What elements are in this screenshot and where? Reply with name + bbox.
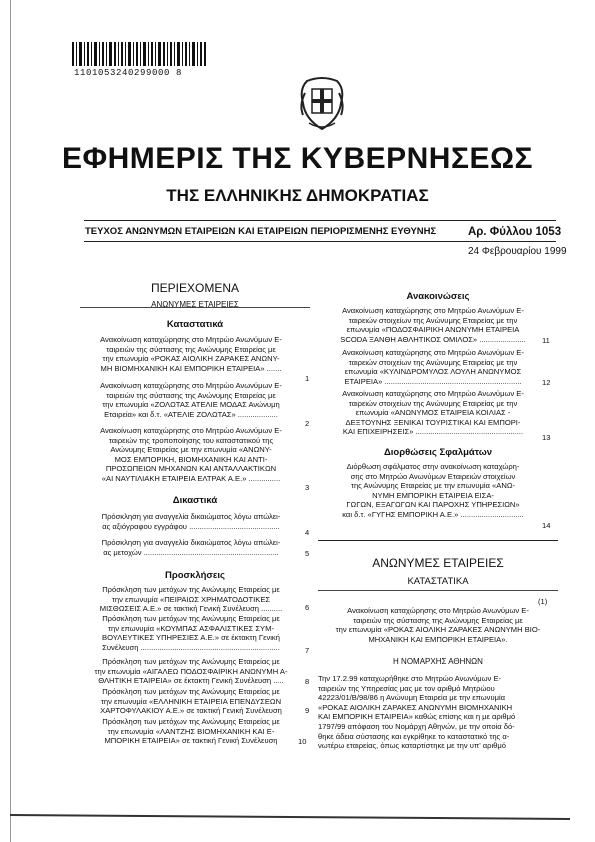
greek-emblem-icon [297,75,347,133]
toc-page-14: 14 [542,521,551,530]
toc-entry-2: Ανακοίνωση καταχώρησης στο Μητρώο Ανωνύμων Ε- ταιρειών της σύστασης της Ανώνυμης Εταιρείας με την επωνυμία «ΖΟΛΩΤΑΣ ΑΤΕΛΙΕ ΜΟΔΑΣ Ανώνυμη Εταιρεία» και δ.τ. «ΑΤΕΛΙΕ ΖΟΛΩΤΑΣ» ................... [100,381,282,419]
toc-entry-6: Πρόσκληση των μετόχων της Ανώνυμης Εταιρείας με την επωνυμία «ΠΕΙΡΑΙΩΣ ΧΡΗΜΑΤΟΔΟΤΙΚΕΣ ΜΙΣΘΩΣΕΙΣ Α.Ε.» σε τακτική Γενική Συνέλευση .......... [99,585,283,614]
toc-entry-4: Πρόσκληση για αναγγελία δικαιώματος λόγω απώλει- ας αξιόγραφου εγγράφου ........................................... [101,512,281,531]
toc-entry-5: Πρόσκληση για αναγγελία δικαιώματος λόγω απώλει- ας μετοχών ................................................................ [101,538,281,557]
issue-number: Αρ. Φύλλου 1053 [468,226,562,238]
left-entries [80,320,310,330]
section-invitations: Προσκλήσεις [164,570,225,581]
toc-entry-9: Πρόσκληση των μετόχων της Ανώνυμης Εταιρείας με την επωνυμία «ΕΛΛΗΝΙΚΗ ΕΤΑΙΡΕΙΑ ΕΠΕΝΔΥΣΕΩΝ ΧΑΡΤΟΦΥΛΑΚΙΟΥ Α.Ε.» σε τακτική Γενική Συνέλευση [100,687,282,716]
section-statutes: Καταστατικά [166,319,224,330]
toc-entry-10: Πρόσκληση των μετόχων της Ανώνυμης Εταιρείας με την επωνυμία «ΛΑΝΤΖΗΣ ΒΙΟΜΗΧΑΝΙΚΗ ΚΑΙ Ε- ΜΠΟΡΙΚΗ ΕΤΑΙΡΕΙΑ» σε τακτική Γενική Συνέλευση [102,717,280,746]
gazette-subtitle: ΤΗΣ ΕΛΛΗΝΙΚΗΣ ΔΗΜΟΚΡΑΤΙΑΣ [166,186,429,205]
contents-column-left [80,281,310,309]
toc-page-4: 4 [305,528,310,537]
contents-heading: ΠΕΡΙΕΧΟΜΕΝΑ [150,281,240,295]
toc-page-12: 12 [542,378,551,387]
barcode-number: 1101053240299000 8 [74,68,183,78]
toc-entry-1: Ανακοίνωση καταχώρησης στο Μητρώο Ανωνύμων Ε- ταιρειών της σύστασης της Ανώνυμης Εταιρείας με την επωνυμία «ΡΟΚΑΣ ΑΙΟΛΙΚΗ ΖΑΡΑΚΕΣ ΑΝΩΝΥ- ΜΗ ΒΙΟΜΗΧΑΝΙΚΗ ΚΑΙ ΕΜΠΟΡΙΚΗ ΕΤΑΙΡΕΙΑ» ....... [100,335,282,373]
toc-page-9: 9 [305,706,310,715]
toc-page-7: 7 [305,646,310,655]
toc-page-2: 2 [305,419,310,428]
toc-entry-12: Ανακοίνωση καταχώρησης στο Μητρώο Ανωνύμων Ε- ταιρειών στοιχείων της Ανώνυμης Εταιρείας με την επωνυμία «ΚΥΛΙΝΔΡΟΜΥΛΟΣ ΛΟΥΛΗ ΑΝΩΝΥΜΟΣ ΕΤΑΙΡΕΙΑ» ................................................................. [342,348,524,386]
barcode-icon [72,42,207,66]
right-divider [318,540,558,541]
section-judicial: Δικαστικά [172,495,218,506]
toc-entry-8: Πρόσκληση των μετόχων της Ανώνυμης Εταιρείας με την επωνυμία «ΑΙΓΑΛΕΩ ΠΟΔΟΣΦΑΙΡΙΚΗ ΑΝΩΝΥΜΗ Α- ΘΛΗΤΙΚΗ ΕΤΑΙΡΕΙΑ» σε έκτακτη Γενική Συνέλευση ..... [94,657,288,686]
body-prefect: Η ΝΟΜΑΡΧΗΣ ΑΘΗΝΩΝ [393,657,483,666]
scan-bottom-edge [10,814,570,820]
issue-type: ΤΕΥΧΟΣ ΑΝΩΝΥΜΩΝ ΕΤΑΙΡΕΙΩΝ ΚΑΙ ΕΤΑΙΡΕΙΩΝ ΠΕΡΙΟΡΙΣΜΕΝΗΣ ΕΥΘΥΝΗΣ [85,226,437,237]
toc-page-10: 10 [298,737,307,746]
body-subheading: ΚΑΤΑΣΤΑΤΙΚΑ [407,576,469,587]
body-text: Την 17.2.99 καταχωρήθηκε στο Μητρώο Ανωνύμων Ε- ταιρειών της Υπηρεσίας μας με τον αριθμό Μητρώου 42223/01/Β/98/86 η Ανώνυμη Εταιρεία με την επωνυμία «ΡΟΚΑΣ ΑΙΟΛΙΚΗ ΖΑΡΑΚΕΣ ΑΝΩΝΥΜΗ ΒΙΟΜΗΧΑΝΙΚΗ ΚΑΙ ΕΜΠΟΡΙΚΗ ΕΤΑΙΡΕΙΑ» καθώς επίσης και η με αριθμό 1797/99 απόφαση του Νομάρχη Αθηνών, με την οποία δό- θηκε άδεια σύστασης και εγκρίθηκε το καταστατικό της α- νωτέρω εταιρείας, όπως καταρτίστηκε με την υπ' αριθμό [318,674,516,751]
toc-page-11: 11 [542,336,550,345]
toc-page-8: 8 [305,677,310,686]
toc-page-6: 6 [305,603,310,612]
rule-bottom [84,241,556,242]
toc-entry-3: Ανακοίνωση καταχώρησης στο Μητρώο Ανωνύμων Ε- ταιρειών της τροποποίησης του καταστατικού της Ανώνυμης Εταιρείας με την επωνυμία «ΑΝΩΝΥ- ΜΟΣ ΕΜΠΟΡΙΚΗ, ΒΙΟΜΗΧΑΝΙΚΗ ΚΑΙ ΑΝΤΙ- ΠΡΟΣΩΠΕΙΩΝ ΜΗΧΑΝΩΝ ΚΑΙ ΑΝΤΑΛΛΑΚΤΙΚΩΝ «ΑΙ ΝΑΥΤΙΛΙΑΚΗ ΕΤΑΙΡΕΙΑ ΕΛΤΡΑΚ Α.Ε.» ............... [100,426,282,483]
toc-entry-11: Ανακοίνωση καταχώρησης στο Μητρώο Ανωνύμων Ε- ταιρειών στοιχείων της Ανώνυμης Εταιρείας με την επωνυμία «ΠΟΔΟΣΦΑΙΡΙΚΗ ΑΝΩΝΥΜΗ ΕΤΑΙΡΕΙΑ SCODA ΞΑΝΘΗ ΑΘΛΗΤΙΚΟΣ ΟΜΙΛΟΣ» ...................... [340,306,526,344]
contents-subheading: ΑΝΩΝΥΜΕΣ ΕΤΑΙΡΕΙΕΣ [151,299,239,309]
toc-page-1: 1 [305,374,310,383]
toc-page-3: 3 [305,483,310,492]
section-announcements: Ανακοινώσεις [406,291,470,302]
scan-edge-line [10,0,11,842]
toc-page-13: 13 [542,433,551,442]
toc-page-5: 5 [305,549,310,558]
contents-divider [80,307,310,308]
toc-entry-7: Πρόσκληση των μετόχων της Ανώνυμης Εταιρείας με την επωνυμία «ΚΟΥΜΠΑΣ ΑΣΦΑΛΙΣΤΙΚΕΣ ΣΥΜ- ΒΟΥΛΕΥΤΙΚΕΣ ΥΠΗΡΕΣΙΕΣ Α.Ε.» σε έκτακτη Γενική Συνέλευση .................................................................. [102,614,280,652]
toc-entry-13: Ανακοίνωση καταχώρησης στο Μητρώο Ανωνύμων Ε- ταιρειών στοιχείων της Ανώνυμης Εταιρείας με την επωνυμία «ΑΝΩΝΥΜΟΣ ΕΤΑΙΡΕΙΑ ΚΟΙΛΙΑΣ - ΔΕΞΤΟΥΝΗΣ ΞΕΝΙΚΑΙ ΤΟΥΡΙΣΤΙΚΑΙ ΚΑΙ ΕΜΠΟΡΙ- ΚΑΙ ΕΠΙΧΕΙΡΗΣΕΙΣ» ................................................... [342,389,524,437]
section-corrections: Διορθώσεις Σφαλμάτων [383,447,493,458]
rule-top [84,220,556,221]
body-heading: ΑΝΩΝΥΜΕΣ ΕΤΑΙΡΕΙΕΣ [372,556,504,570]
toc-entry-14: Διόρθωση σφάλματος στην ανακοίνωση καταχώρη- σης στο Μητρώο Ανωνύμων Εταιρειών στοιχείων της Ανώνυμης Εταιρείας με την επωνυμία «ΑΝΩ- ΝΥΜΗ ΕΜΠΟΡΙΚΗ ΕΤΑΙΡΕΙΑ ΕΙΣΑ- ΓΩΓΩΝ, ΕΞΑΓΩΓΩΝ ΚΑΙ ΠΑΡΟΧΗΣ ΥΠΗΡΕΣΙΩΝ» και δ.τ. «ΓΥΓΗΣ ΕΜΠΟΡΙΚΗ Α.Ε.» .............................. [342,462,524,519]
issue-date: 24 Φεβρουαρίου 1999 [468,246,567,257]
gazette-title: ΕΦΗΜΕΡΙΣ ΤΗΣ ΚΥΒΕΡΝΗΣΕΩΣ [61,142,534,175]
body-item-number: (1) [538,597,548,606]
body-notice: Ανακοίνωση καταχώρησης στο Μητρώο Ανωνύμων Ε- ταιρειών της σύστασης της Ανώνυμης Εταιρείας με την επωνυμία «ΡΟΚΑΣ ΑΙΟΛΙΚΗ ΖΑΡΑΚΕΣ ΑΝΩΝΥΜΗ ΒΙΟ- ΜΗΧΑΝΙΚΗ ΚΑΙ ΕΜΠΟΡΙΚΗ ΕΤΑΙΡΕΙΑ». [335,606,541,644]
body-sub-divider [318,590,558,591]
